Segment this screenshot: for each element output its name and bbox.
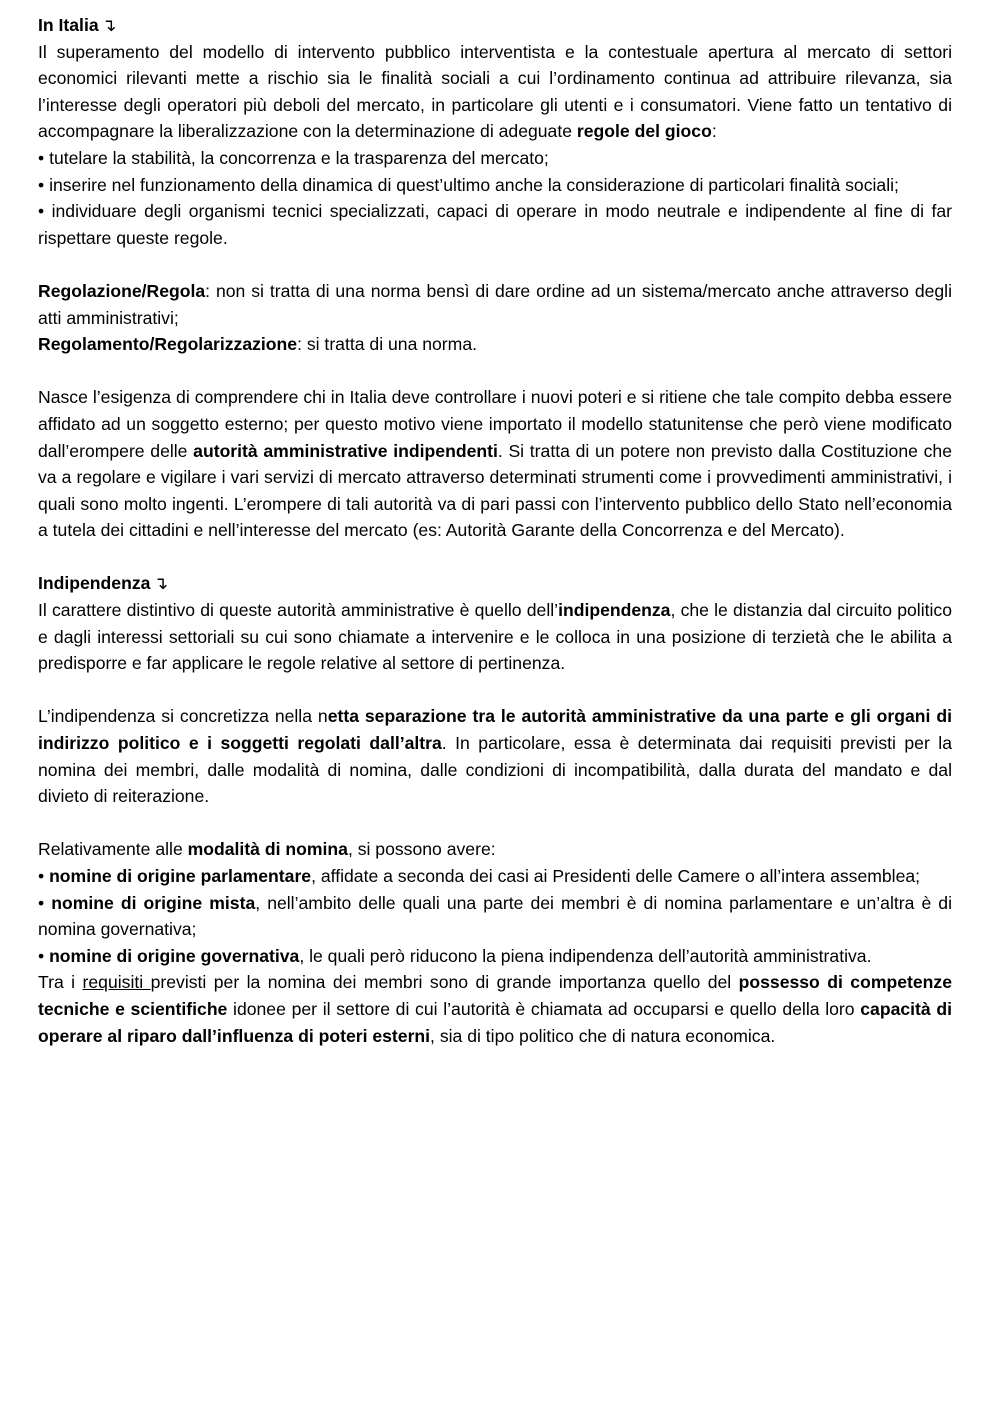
- heading-text: In Italia: [38, 15, 99, 35]
- paragraph-indipendenza-1: Il carattere distintivo di queste autorità amministrative è quello dell’indipendenza, che le distanzia dal circuito politico e dagli interessi settoriali su cui sono chiamate a intervenire e le colloca in una posizione di terzietà che le abilita a predisporre e far applicare le regole relative al settore di pertinenza.: [38, 600, 952, 674]
- bold-term: regole del gioco: [576, 121, 712, 142]
- bold-term: modalità di nomina: [187, 839, 348, 860]
- bold-term: autorità amministrative indipendenti: [193, 440, 498, 461]
- bold-term: possesso di competenze tecniche e scientifiche: [38, 972, 952, 1019]
- spacer: [38, 544, 952, 571]
- bold-term: Regolamento/Regolarizzazione: [38, 334, 298, 355]
- bold-term: etta separazione tra le autorità amministrative da una parte e gli organi di indirizzo politico e i soggetti regolati dall’altra: [38, 706, 952, 754]
- paragraph-intro: Il superamento del modello di intervento pubblico interventista e la contestuale apertura al mercato di settori economici rilevanti mette a rischio sia le finalità sociali a cui l’ordinamento continua ad attribuire rilevanza, sia l’interesse degli operatori più deboli del mercato, in particolare gli utenti e i consumatori. Viene fatto un tentativo di accompagnare la liberalizzazione con la determinazione di adeguate regole del gioco:: [38, 41, 952, 142]
- return-arrow-icon: ↴: [101, 15, 117, 35]
- definition-regolamento: Regolamento/Regolarizzazione: si tratta di una norma.: [38, 334, 477, 355]
- bold-term: nomine di origine mista: [51, 892, 256, 913]
- bold-term: capacità di operare al riparo dall’influenza di poteri esterni: [38, 998, 952, 1046]
- bullet-item: • nomine di origine parlamentare, affidate a seconda dei casi ai Presidenti delle Camere o all’intera assemblea;: [38, 863, 952, 890]
- paragraph-indipendenza-2: L’indipendenza si concretizza nella netta separazione tra le autorità amministrative da una parte e gli organi di indirizzo politico e i soggetti regolati dall’altra. In particolare, essa è determinata dai requisiti previsti per la nomina dei membri, dalle modalità di nomina, dalle condizioni di incompatibilità, dalla durata del mandato e dal divieto di reiterazione.: [38, 706, 952, 807]
- paragraph-autorita: Nasce l’esigenza di comprendere chi in Italia deve controllare i nuovi poteri e si ritiene che tale compito debba essere affidato ad un soggetto esterno; per questo motivo viene importato il modello statunitense che però viene modificato dall’erompere delle autorità amministrative indipendenti. Si tratta di un potere non previsto dalla Costituzione che va a regolare e vigilare i vari servizi di mercato attraverso determinati strumenti come i provvedimenti amministrativi, i quali sono molto ingenti. L’erompere di tali autorità va di pari passi con l’intervento pubblico dello Stato nell’economia a tutela dei cittadini e nell’interesse del mercato (es: Autorità Garante della Concorrenza e del Mercato).: [38, 387, 952, 541]
- definition-regolazione: Regolazione/Regola: non si tratta di una norma bensì di dare ordine ad un sistema/mercato anche attraverso degli atti amministrativi;: [38, 280, 952, 328]
- paragraph-modalita-nomina: Relativamente alle modalità di nomina, si possono avere:: [38, 839, 496, 860]
- bullet-item: • nomine di origine mista, nell’ambito delle quali una parte dei membri è di nomina parlamentare e un’altra è di nomina governativa;: [38, 890, 952, 943]
- heading-text: Indipendenza: [38, 573, 151, 594]
- section-heading-in-italia: [38, 12, 952, 39]
- bullet-item: • tutelare la stabilità, la concorrenza e la trasparenza del mercato;: [38, 145, 952, 172]
- spacer: [38, 810, 952, 837]
- spacer: [38, 358, 952, 385]
- bullet-item: • nomine di origine governativa, le quali però riducono la piena indipendenza dell’autorità amministrativa.: [38, 943, 952, 970]
- section-heading-indipendenza: [38, 570, 952, 597]
- spacer: [38, 251, 952, 278]
- bold-term: indipendenza: [558, 600, 671, 621]
- paragraph-requisiti: Tra i requisiti previsti per la nomina dei membri sono di grande importanza quello del possesso di competenze tecniche e scientifiche idonee per il settore di cui l’autorità è chiamata ad occuparsi e quello della loro capacità di operare al riparo dall’influenza di poteri esterni, sia di tipo politico che di natura economica.: [38, 972, 952, 1046]
- return-arrow-icon: ↴: [153, 573, 169, 594]
- spacer: [38, 677, 952, 704]
- bold-term: Regolazione/Regola: [38, 280, 206, 301]
- bullet-item: • inserire nel funzionamento della dinamica di quest’ultimo anche la considerazione di particolari finalità sociali;: [38, 172, 952, 199]
- bold-term: nomine di origine parlamentare: [49, 866, 312, 886]
- bold-term: nomine di origine governativa: [49, 945, 300, 966]
- underlined-term: requisiti: [82, 972, 151, 993]
- bullet-item: • individuare degli organismi tecnici specializzati, capaci di operare in modo neutrale e indipendente al fine di far rispettare queste regole.: [38, 198, 952, 251]
